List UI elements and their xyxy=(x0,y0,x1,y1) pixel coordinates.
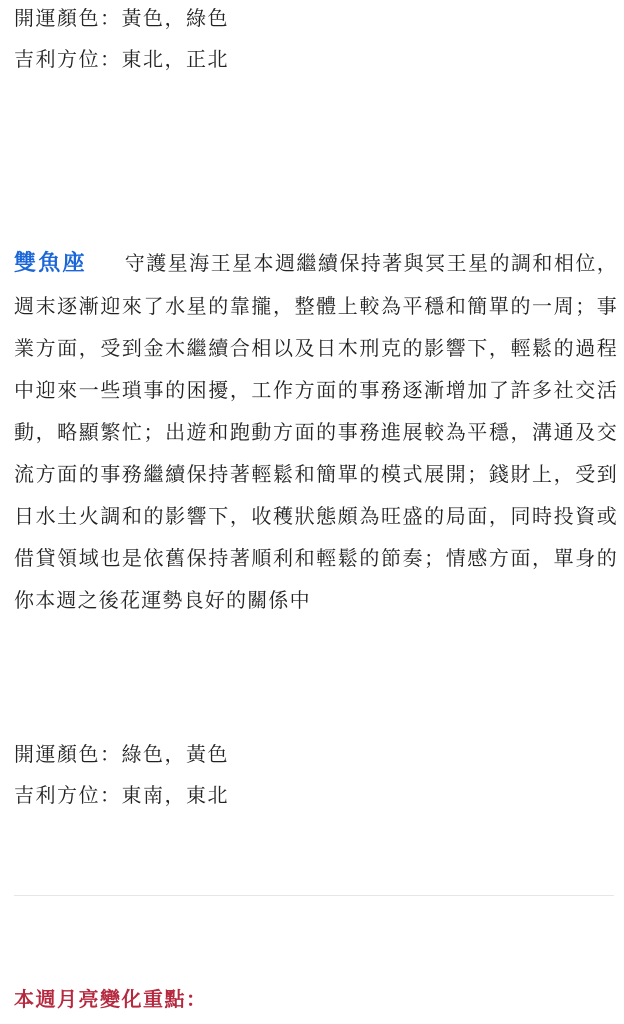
section-divider xyxy=(14,895,614,896)
pisces-horoscope-text: 守護星海王星本週繼續保持著與冥王星的調和相位，週末逐漸迎來了水星的靠攏，整體上較為平穩和簡單的一周；事業方面，受到金木繼續合相以及日木刑克的影響下，輕鬆的過程中迎來一些瑣事的困擾，工作方面的事務逐漸增加了許多社交活動，略顯繁忙；出遊和跑動方面的事務進展較為平穩，溝通及交流方面的事務繼續保持著輕鬆和簡單的模式展開；錢財上，受到日水土火調和的影響下，收穫狀態頗為旺盛的局面，同時投資或借貸領域也是依舊保持著順利和輕鬆的節奏；情感方面，單身的你本週之後花運勢良好的關係中 xyxy=(14,251,618,612)
moon-section-heading: 本週月亮變化重點： xyxy=(14,987,208,1011)
prev-lucky-color: 開運顏色：黃色，綠色 xyxy=(14,6,229,30)
prev-lucky-direction: 吉利方位：東北，正北 xyxy=(14,47,229,71)
pisces-lucky-color: 開運顏色：綠色，黃色 xyxy=(14,742,229,766)
pisces-lucky-direction: 吉利方位：東南，東北 xyxy=(14,783,229,807)
pisces-horoscope-paragraph xyxy=(14,242,618,621)
pisces-sign-name: 雙魚座 xyxy=(14,251,87,276)
